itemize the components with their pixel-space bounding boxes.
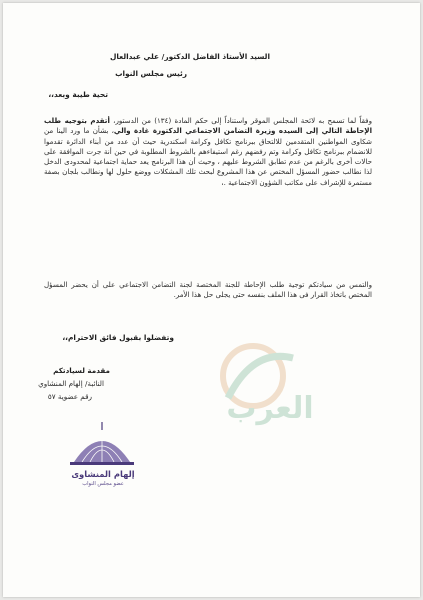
- body-p1-bold: أتقدم بتوجيه طلب الإحاطة التالي إلى السيده وزيرة التضامن الاجتماعي الدكتورة غادة والي: [44, 116, 372, 136]
- logo-name: إلهام المنشاوى: [71, 469, 135, 479]
- membership-number: رقم عضوية ٥٧: [47, 392, 92, 401]
- logo-subtitle: عضو مجلس النواب: [82, 481, 124, 487]
- body-p1-lead: وفقاً لما تسمح به لائحة المجلس الموقر واستناداً إلى حكم المادة (١٣٤) من الدستور،: [113, 116, 372, 125]
- signer-name: النائبة/ إلهام المنشاوي: [38, 379, 104, 388]
- letter-page: [3, 3, 420, 597]
- body-paragraph-2: والتمس من سيادتكم توجية طلب الإحاطة للجنة المختصة لجنة التضامن الاجتماعي على أن يحضر المسؤل المختص باتخاذ القرار فى هذا الملف بنفسه حتى يجلى حل هذا الأمر.: [44, 280, 372, 300]
- parliament-dome-icon: [60, 420, 144, 502]
- recipient-line: السيد الأستاذ الفاضل الدكتور/ علي عبدالعال: [109, 52, 270, 61]
- signoff: مقدمة لسيادتكم: [53, 366, 110, 375]
- watermark-logo-icon: [208, 338, 333, 433]
- closing-line: وتفضلوا بقبول فائق الاحترام،،: [62, 333, 174, 342]
- body-p1-rest: ، بشأن ما ورد الينا من شكاوى المواطنين المتقدمين للالتحاق ببرنامج تكافل وكرامة اسكندرية حيث أن عدد من أبناء الدائرة تقدموا للانضمام ببرنامج تكافل وكرامة وتم رفضهم رغم استيفاءهم بالشروط المطلوبة في حين أنة جرت الموافقة على حالات أخرى بالرغم من عدم تطابق الشروط عليهم ، وحيث أن هذا البرنامج يعد حماية اجتماعية لمحدودى الدخل لذا نطالب حضور المسؤل المختص عن هذا المشروع لبحث تلك المشكلات ووضع حلول لها ونطالب بلجان بصفة مستمرة للإشراف على مكاتب الشؤون الاجتماعية .،: [44, 126, 372, 187]
- body-paragraph-1: [44, 116, 372, 188]
- recipient-title: رئيس مجلس النواب: [115, 69, 187, 78]
- watermark-text: العرب: [226, 391, 314, 426]
- greeting: تحية طيبة وبعد،،: [48, 90, 108, 99]
